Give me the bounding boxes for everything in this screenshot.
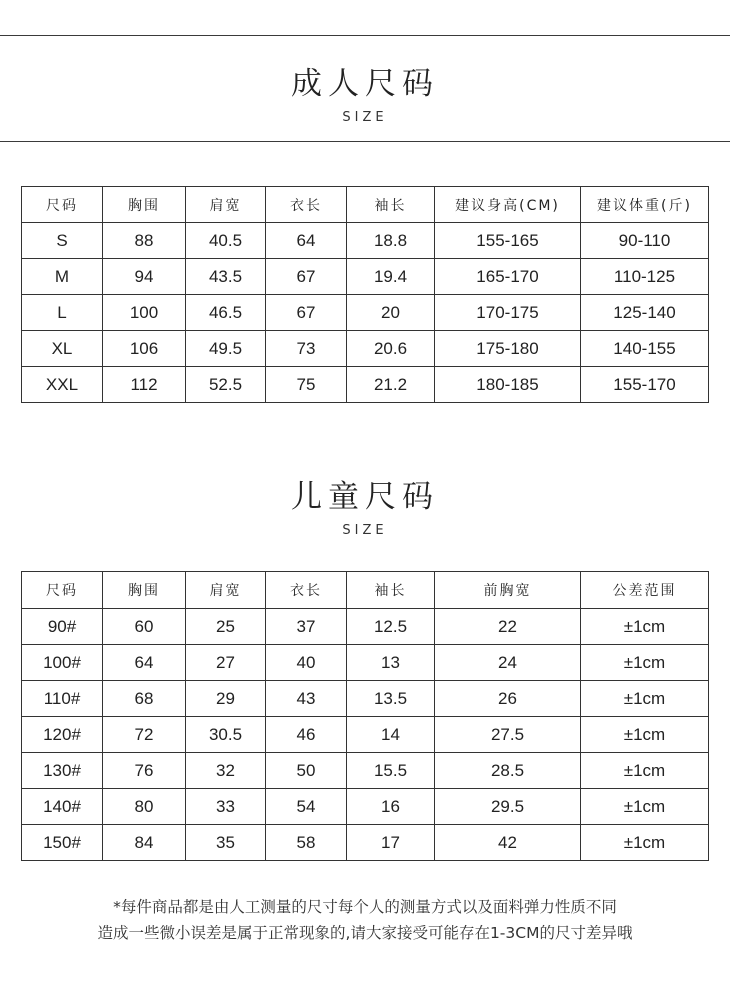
table-cell: 43.5 (186, 259, 266, 295)
table-cell: ±1cm (581, 609, 709, 645)
header-cell: 尺码 (22, 572, 103, 609)
table-cell: 35 (186, 825, 266, 861)
table-cell: 64 (103, 645, 186, 681)
header-cell: 袖长 (347, 187, 435, 223)
table-cell: 80 (103, 789, 186, 825)
note-line-2: 造成一些微小误差是属于正常现象的,请大家接受可能存在1-3CM的尺寸差异哦 (97, 924, 633, 942)
header-cell: 建议身高(CM) (435, 187, 581, 223)
table-row (22, 681, 709, 717)
table-cell: 110# (22, 681, 103, 717)
table-cell: 64 (266, 223, 347, 259)
table-cell: 110-125 (581, 259, 709, 295)
table-cell: 27.5 (435, 717, 581, 753)
table-cell: 76 (103, 753, 186, 789)
header-cell: 肩宽 (186, 572, 266, 609)
table-row (22, 295, 709, 331)
table-cell: L (22, 295, 103, 331)
table-cell: 28.5 (435, 753, 581, 789)
table-cell: 75 (266, 367, 347, 403)
adult-size-subtitle: SIZE (342, 110, 388, 125)
table-cell: 12.5 (347, 609, 435, 645)
table-cell: ±1cm (581, 825, 709, 861)
table-cell: 18.8 (347, 223, 435, 259)
header-cell: 袖长 (347, 572, 435, 609)
table-cell: ±1cm (581, 717, 709, 753)
header-cell: 前胸宽 (435, 572, 581, 609)
table-cell: 50 (266, 753, 347, 789)
table-cell: 100 (103, 295, 186, 331)
adult-size-title: 成人尺码 (291, 66, 439, 102)
header-cell: 肩宽 (186, 187, 266, 223)
kids-size-subtitle: SIZE (342, 523, 388, 538)
table-cell: 25 (186, 609, 266, 645)
table-cell: 17 (347, 825, 435, 861)
note-line-1: *每件商品都是由人工测量的尺寸每个人的测量方式以及面料弹力性质不同 (113, 898, 617, 916)
table-cell: 170-175 (435, 295, 581, 331)
table-cell: 46 (266, 717, 347, 753)
table-cell: 16 (347, 789, 435, 825)
table-cell: 58 (266, 825, 347, 861)
table-cell: 155-165 (435, 223, 581, 259)
table-cell: 42 (435, 825, 581, 861)
table-cell: 46.5 (186, 295, 266, 331)
table-cell: 60 (103, 609, 186, 645)
table-cell: 29.5 (435, 789, 581, 825)
header-cell: 胸围 (103, 187, 186, 223)
table-cell: 49.5 (186, 331, 266, 367)
table-cell: 90-110 (581, 223, 709, 259)
table-row (22, 259, 709, 295)
table-cell: 67 (266, 295, 347, 331)
table-cell: S (22, 223, 103, 259)
table-cell: 14 (347, 717, 435, 753)
header-cell: 胸围 (103, 572, 186, 609)
table-cell: 15.5 (347, 753, 435, 789)
table-cell: 13.5 (347, 681, 435, 717)
table-cell: 20 (347, 295, 435, 331)
table-cell: 112 (103, 367, 186, 403)
table-cell: 68 (103, 681, 186, 717)
header-cell: 衣长 (266, 187, 347, 223)
table-cell: 73 (266, 331, 347, 367)
table-cell: 33 (186, 789, 266, 825)
table-cell: 175-180 (435, 331, 581, 367)
table-row (22, 717, 709, 753)
table-row (22, 789, 709, 825)
table-cell: ±1cm (581, 645, 709, 681)
table-cell: XL (22, 331, 103, 367)
header-cell: 尺码 (22, 187, 103, 223)
table-cell: 20.6 (347, 331, 435, 367)
table-cell: 21.2 (347, 367, 435, 403)
table-row (22, 609, 709, 645)
header-cell: 衣长 (266, 572, 347, 609)
table-cell: 43 (266, 681, 347, 717)
table-cell: 72 (103, 717, 186, 753)
table-row (22, 825, 709, 861)
table-cell: 29 (186, 681, 266, 717)
table-row (22, 753, 709, 789)
top-divider (0, 35, 730, 36)
table-cell: 88 (103, 223, 186, 259)
table-cell: 40 (266, 645, 347, 681)
table-cell: 140# (22, 789, 103, 825)
table-cell: 13 (347, 645, 435, 681)
table-cell: 165-170 (435, 259, 581, 295)
table-cell: 84 (103, 825, 186, 861)
table-cell: 150# (22, 825, 103, 861)
table-cell: 125-140 (581, 295, 709, 331)
table-cell: 24 (435, 645, 581, 681)
table-cell: 94 (103, 259, 186, 295)
table-cell: 37 (266, 609, 347, 645)
table-cell: 22 (435, 609, 581, 645)
table-cell: ±1cm (581, 753, 709, 789)
table-cell: 52.5 (186, 367, 266, 403)
table-cell: 120# (22, 717, 103, 753)
table-cell: 54 (266, 789, 347, 825)
table-row (22, 223, 709, 259)
table-cell: 100# (22, 645, 103, 681)
table-row (22, 645, 709, 681)
adult-bottom-divider (0, 141, 730, 142)
table-cell: 90# (22, 609, 103, 645)
table-cell: 30.5 (186, 717, 266, 753)
table-cell: 19.4 (347, 259, 435, 295)
kids-size-title: 儿童尺码 (291, 479, 439, 515)
table-cell: 140-155 (581, 331, 709, 367)
header-cell: 建议体重(斤) (581, 187, 709, 223)
table-header-row (22, 572, 709, 609)
table-cell: XXL (22, 367, 103, 403)
table-cell: ±1cm (581, 681, 709, 717)
table-cell: 155-170 (581, 367, 709, 403)
table-cell: 106 (103, 331, 186, 367)
table-cell: 27 (186, 645, 266, 681)
table-cell: 26 (435, 681, 581, 717)
table-cell: 32 (186, 753, 266, 789)
table-cell: ±1cm (581, 789, 709, 825)
kids-size-table (21, 571, 709, 861)
table-row (22, 331, 709, 367)
table-cell: 40.5 (186, 223, 266, 259)
table-row (22, 367, 709, 403)
header-cell: 公差范围 (581, 572, 709, 609)
table-cell: 180-185 (435, 367, 581, 403)
table-cell: 67 (266, 259, 347, 295)
table-header-row (22, 187, 709, 223)
table-cell: 130# (22, 753, 103, 789)
adult-size-table (21, 186, 709, 403)
table-cell: M (22, 259, 103, 295)
measurement-note (0, 894, 730, 946)
